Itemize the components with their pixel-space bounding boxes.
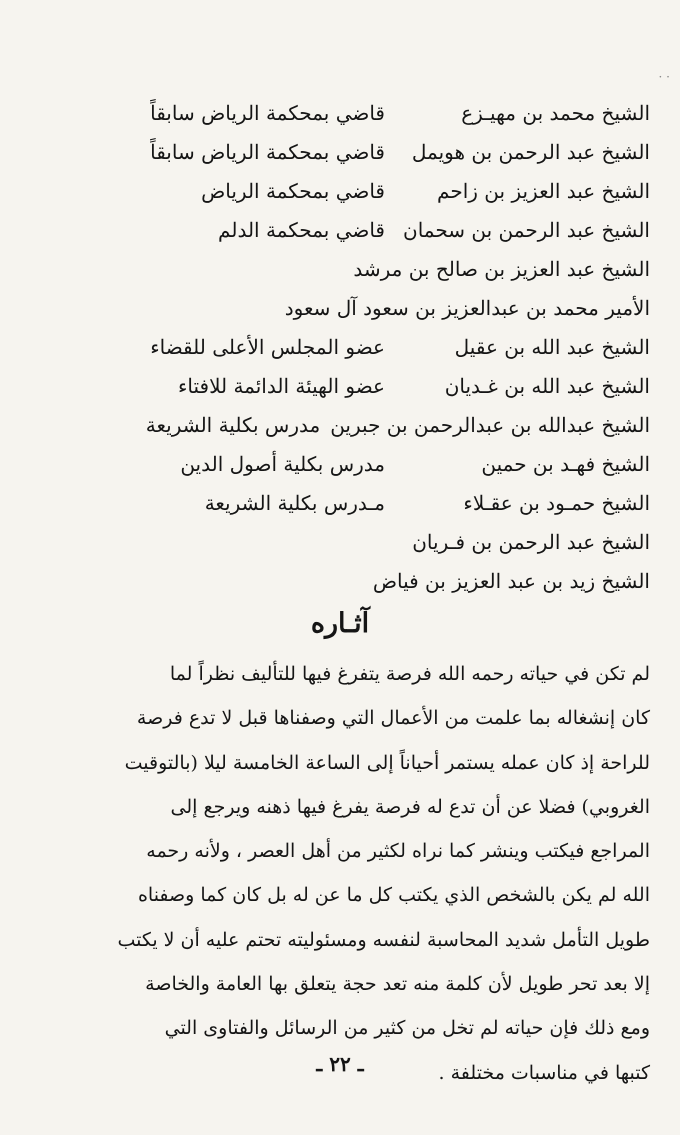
scholar-name: الشيخ زيد بن عبد العزيز بن فياض [372,568,650,593]
paragraph-line: للراحة إذ كان عمله يستمر أحياناً إلى الساعة الخامسة ليلا (بالتوقيت [124,751,650,774]
scholar-name: الشيخ عبد العزيز بن زاحم [437,178,650,203]
paragraph-line: المراجع فيكتب وينشر كما نراه لكثير من أهل العصر ، ولأنه رحمه [146,840,650,863]
scholar-row [30,405,650,444]
paragraph-line: إلا بعد تحر طويل لأن كلمة منه تعد حجة يتعلق بها العامة والخاصة [145,973,650,996]
scholar-role: قاضي بمحكمة الرياض [201,178,385,203]
scholar-role: عضو المجلس الأعلى للقضاء [150,334,385,359]
paragraph-line: ومع ذلك فإن حياته لم تخل من كثير من الرسائل والفتاوى التي [164,1017,650,1040]
page-number: ـ ٢٢ ـ [316,1052,364,1076]
scholar-name: الشيخ حمـود بن عقـلاء [463,490,650,515]
scholar-row [30,444,650,483]
scholar-row [30,93,650,132]
scholar-role: قاضي بمحكمة الرياض سابقاً [150,100,385,125]
scholar-row [30,483,650,522]
scholar-row [30,210,650,249]
body-paragraph [38,652,650,1095]
scholar-row [30,522,650,561]
scholar-row [30,561,650,600]
scholar-role: قاضي بمحكمة الدلم [218,217,385,242]
scholars-list [30,93,650,600]
scholar-row [30,249,650,288]
scholar-row [30,366,650,405]
paragraph-line: كان إنشغاله بما علمت من الأعمال التي وصفناها قبل لا تدع فرصة [136,707,650,730]
scholar-row [30,327,650,366]
scholar-name: الأمير محمد بن عبدالعزيز بن سعود آل سعود [284,295,650,320]
paragraph-line: الغروبي) فضلا عن أن تدع له فرصة يفرغ فيها ذهنه ويرجع إلى [170,795,650,818]
scholar-row [30,171,650,210]
paragraph-line: طويل التأمل شديد المحاسبة لنفسه ومسئوليته تحتم عليه أن لا يكتب [117,928,650,951]
scholar-name: الشيخ فهـد بن حمين [481,451,650,476]
scholar-name: الشيخ عبد الله بن غـديان [444,373,650,398]
scholar-role: قاضي بمحكمة الرياض سابقاً [150,139,385,164]
scholar-name: الشيخ عبد الله بن عقيل [454,334,650,359]
scholar-role: مدرس بكلية أصول الدين [180,451,385,476]
scholar-name: الشيخ عبد الرحمن بن فـريان [412,529,650,554]
scholar-name: الشيخ عبد الرحمن بن هويمل [411,139,650,164]
scholar-name: الشيخ محمد بن مهيـزع [461,100,650,125]
scholar-name: الشيخ عبد الرحمن بن سحمان [403,217,650,242]
scholar-name: الشيخ عبد العزيز بن صالح بن مرشد [353,256,650,281]
scholar-role: مـدرس بكلية الشريعة [204,490,385,515]
scan-mark: · · [658,70,670,84]
scholar-row [30,288,650,327]
scholar-name: الشيخ عبدالله بن عبدالرحمن بن جبرين [330,412,650,437]
paragraph-line: كتبها في مناسبات مختلفة . [438,1061,650,1084]
paragraph-line: لم تكن في حياته رحمه الله فرصة يتفرغ فيها للتأليف نظراً لما [169,663,650,685]
section-heading: آثـاره [310,608,370,639]
scholar-role: عضو الهيئة الدائمة للافتاء [177,373,385,398]
scholar-row [30,132,650,171]
paragraph-line: الله لم يكن بالشخص الذي يكتب كل ما عن له بل كان كما وصفناه [137,884,650,907]
scholar-role: مدرس بكلية الشريعة [145,412,321,437]
